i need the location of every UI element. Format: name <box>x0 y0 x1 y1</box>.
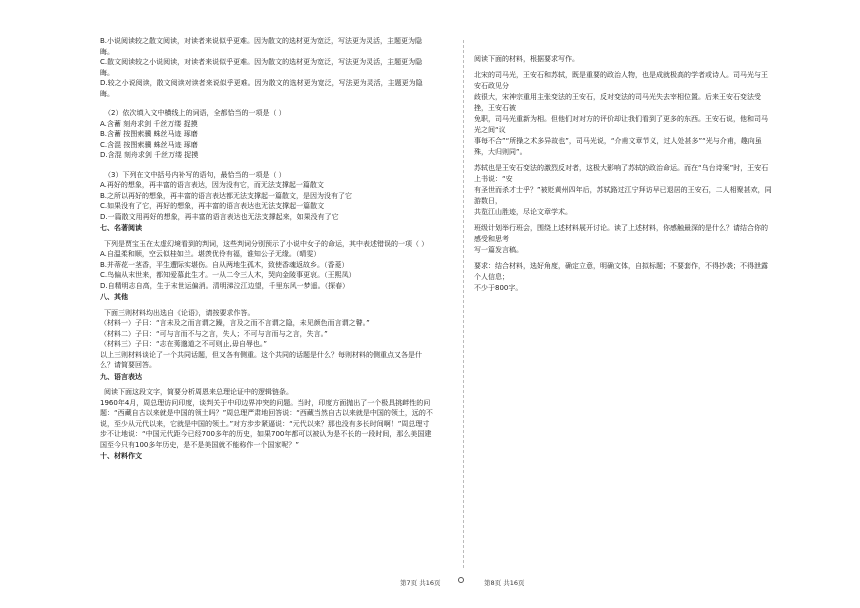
question-2 <box>100 108 455 161</box>
page-number-right: 第8页 共16页 <box>484 579 525 587</box>
answer-option: B.并蒂花一茎香，平生遭际实堪伤。自从两地生孤木，致使香魂返故乡。（香菱） <box>100 260 349 269</box>
text-line: 共览江山胜迹，尽论文章学术。 <box>474 208 572 216</box>
writing-intro: 阅读下面的材料，根据要求写作。 <box>474 55 579 63</box>
answer-option: C.鸟偏从末世来，都知爱慕此生才。一从二令三人木，哭向金陵事更哀。（王熙凤） <box>100 271 356 279</box>
option-group-top <box>100 36 455 99</box>
text-line: 以上三则材料谈论了一个共同话题，但又各有侧重。这个共同的话题是什么？每则材料的侧重点又各是什 <box>100 350 422 359</box>
text-line: B.小说阅读较之散文阅读，对读者来说似乎更难。因为散文的选材更为宽泛，写法更为灵活，主题更为隐 <box>100 37 423 45</box>
material-line: （材料一）子曰：“言未及之而言谓之躁，言及之而不言谓之隐，未见颜色而言谓之瞽。” <box>100 319 370 327</box>
task-paragraph <box>474 223 774 256</box>
question-9 <box>100 387 455 450</box>
answer-option: B.之所以再好的想象，再丰富的语言表达都无法支撑起一篇散文，是因为没有了它 <box>100 191 353 200</box>
section-heading: 九、语言表达 <box>100 372 142 381</box>
requirements <box>474 261 774 294</box>
text-line: 苏轼也是王安石变法的激烈反对者，这极大影响了苏轼的政治命运。而在“乌台诗案”时，王安石上书说：“安 <box>474 164 769 183</box>
question-stem: 阅读下面这段文字，简要分析周恩来总理论证中的逻辑链条。 <box>104 388 293 396</box>
question-stem: 下列是贾宝玉在太虚幻境看到的判词，这些判词分别预示了小说中女子的命运，其中表述错误的一项（ ） <box>104 239 429 248</box>
question-7 <box>100 239 455 292</box>
text-line: 步不让地说：“中国元代距今已经700多年的历史，如果700年都可以被认为是不长的一段时间，那么美国建 <box>100 430 432 438</box>
column-divider <box>463 40 464 568</box>
material-line: （材料三）子曰：“志在莠邈道之不可则止,毋自辱也。” <box>100 340 267 348</box>
text-line: 免职，司马光重新为相。但他们对对方的评价却让我们看到了更多的东西。王安石说，他和司马光之间“议 <box>474 115 768 134</box>
material-paragraph-1 <box>474 70 774 158</box>
page-number-left: 第7页 共16页 <box>400 579 441 587</box>
text-line: 国至今只有100多年历史，是不是美国就不能称作一个国家呢？” <box>100 440 299 449</box>
text-line: 1960年4月，周总理访问印度，谈判关于中印边界冲突的问题。当时，印度方面抛出了一个极具挑衅性的问 <box>100 398 431 407</box>
text-line: 北宋的司马光，王安石和苏轼，既是重要的政治人物，也是成就极高的学者或诗人。司马光与王安石政见分 <box>474 71 768 90</box>
question-stem: 下面三则材料均出选自《论语》，请按要求作答。 <box>104 308 255 317</box>
text-line: 要求：结合材料，选好角度，确定立意，明确文体，自拟标题；不要套作，不得抄袭；不得泄露个人信息； <box>474 262 768 281</box>
material-paragraph-2 <box>474 163 774 218</box>
answer-option: D.自精明志自高，生于末世运偏消。清明涕泣江边望，千里东风一梦遥。（探春） <box>100 281 350 290</box>
answer-option: A.再好的想象，再丰富的语言表达，因为没有它，而无法支撑起一篇散文 <box>100 181 324 189</box>
text-line: 说，至少从元代以来，它就是中国的领土。”对方步步紧逼说：“元代以来？那也没有多长时间啊！”周总理寸 <box>100 419 430 428</box>
text-line: 么？请简要回答。 <box>100 361 156 369</box>
text-line: 晦。 <box>100 68 114 77</box>
text-line: 题：“西藏自古以来就是中国的领土吗？”周总理严肃地回答说：“西藏当然自古以来就是中国的领土，远的不 <box>100 409 433 417</box>
section-heading: 七、名著阅读 <box>100 224 142 232</box>
text-line: 不少于800字。 <box>474 284 523 292</box>
answer-option: C.含混 按图索骥 蛛丝马迹 琢磨 <box>100 140 198 149</box>
question-stem: （2）依次填入文中横线上的词语，全都恰当的一项是（ ） <box>104 109 286 117</box>
answer-option: D.一篇散文用再好的想象，再丰富的语言表达也无法支撑起来，如果没有了它 <box>100 212 339 221</box>
question-3 <box>100 170 455 223</box>
text-line: D.较之小说阅读，散文阅读对读者来说似乎更难。因为散文的选材更为宽泛，写法更为灵活，主题更为隐 <box>100 79 423 87</box>
answer-option: A.自温柔和顺，空云似桂如兰。堪羡优伶有福，谁知公子无缘。（晴雯） <box>100 250 321 258</box>
text-line: 歧很大，宋神宗重用主张变法的王安石，反对变法的司马光失去宰相位置。后来王安石变法受挫，王安石被 <box>474 93 761 112</box>
text-line: 写一篇发言稿。 <box>474 246 523 254</box>
text-line: 有圣世而杀才士乎？”被贬黄州四年后，苏轼路过江宁拜访早已退居的王安石，二人相聚甚欢，同游数日， <box>474 186 772 205</box>
left-column <box>100 36 455 462</box>
text-line: 晦。 <box>100 89 114 98</box>
text-line: 事每不合”“所操之术多异故也”，司马光说，“介甫文章节义，过人处甚多”“光与介甫，趣向虽殊，大归则同”。 <box>474 137 762 156</box>
text-line: 班级计划举行班会，围绕上述材料展开讨论。读了上述材料，你感触最深的是什么？请结合你的感受和思考 <box>474 224 768 243</box>
question-stem: （3）下列在文中括号内补写的语句，最恰当的一项是（ ） <box>104 170 286 179</box>
text-line: C.散文阅读较之小说阅读，对读者来说似乎更难。因为散文的选材更为宽泛，写法更为灵活，主题更为隐 <box>100 58 423 66</box>
question-8 <box>100 308 455 371</box>
answer-option: D.含混 刻舟求剑 千丝万缕 捉摸 <box>100 151 199 159</box>
answer-option: A.含蓄 刻舟求剑 千丝万缕 捉摸 <box>100 119 198 128</box>
section-heading: 十、材料作文 <box>100 452 142 460</box>
text-line: 晦。 <box>100 47 114 56</box>
material-line: （材料二）子曰：“可与言而不与之言，失人；不可与言而与之言，失言。” <box>100 329 328 338</box>
section-heading: 八、其他 <box>100 293 128 301</box>
right-column <box>474 36 774 294</box>
circle-icon <box>458 577 464 583</box>
answer-option: B.含蓄 按图索骥 蛛丝马迹 琢磨 <box>100 130 198 138</box>
answer-option: C.如果没有了它，再好的想象，再丰富的语言表达也无法支撑起一篇散文 <box>100 202 325 210</box>
